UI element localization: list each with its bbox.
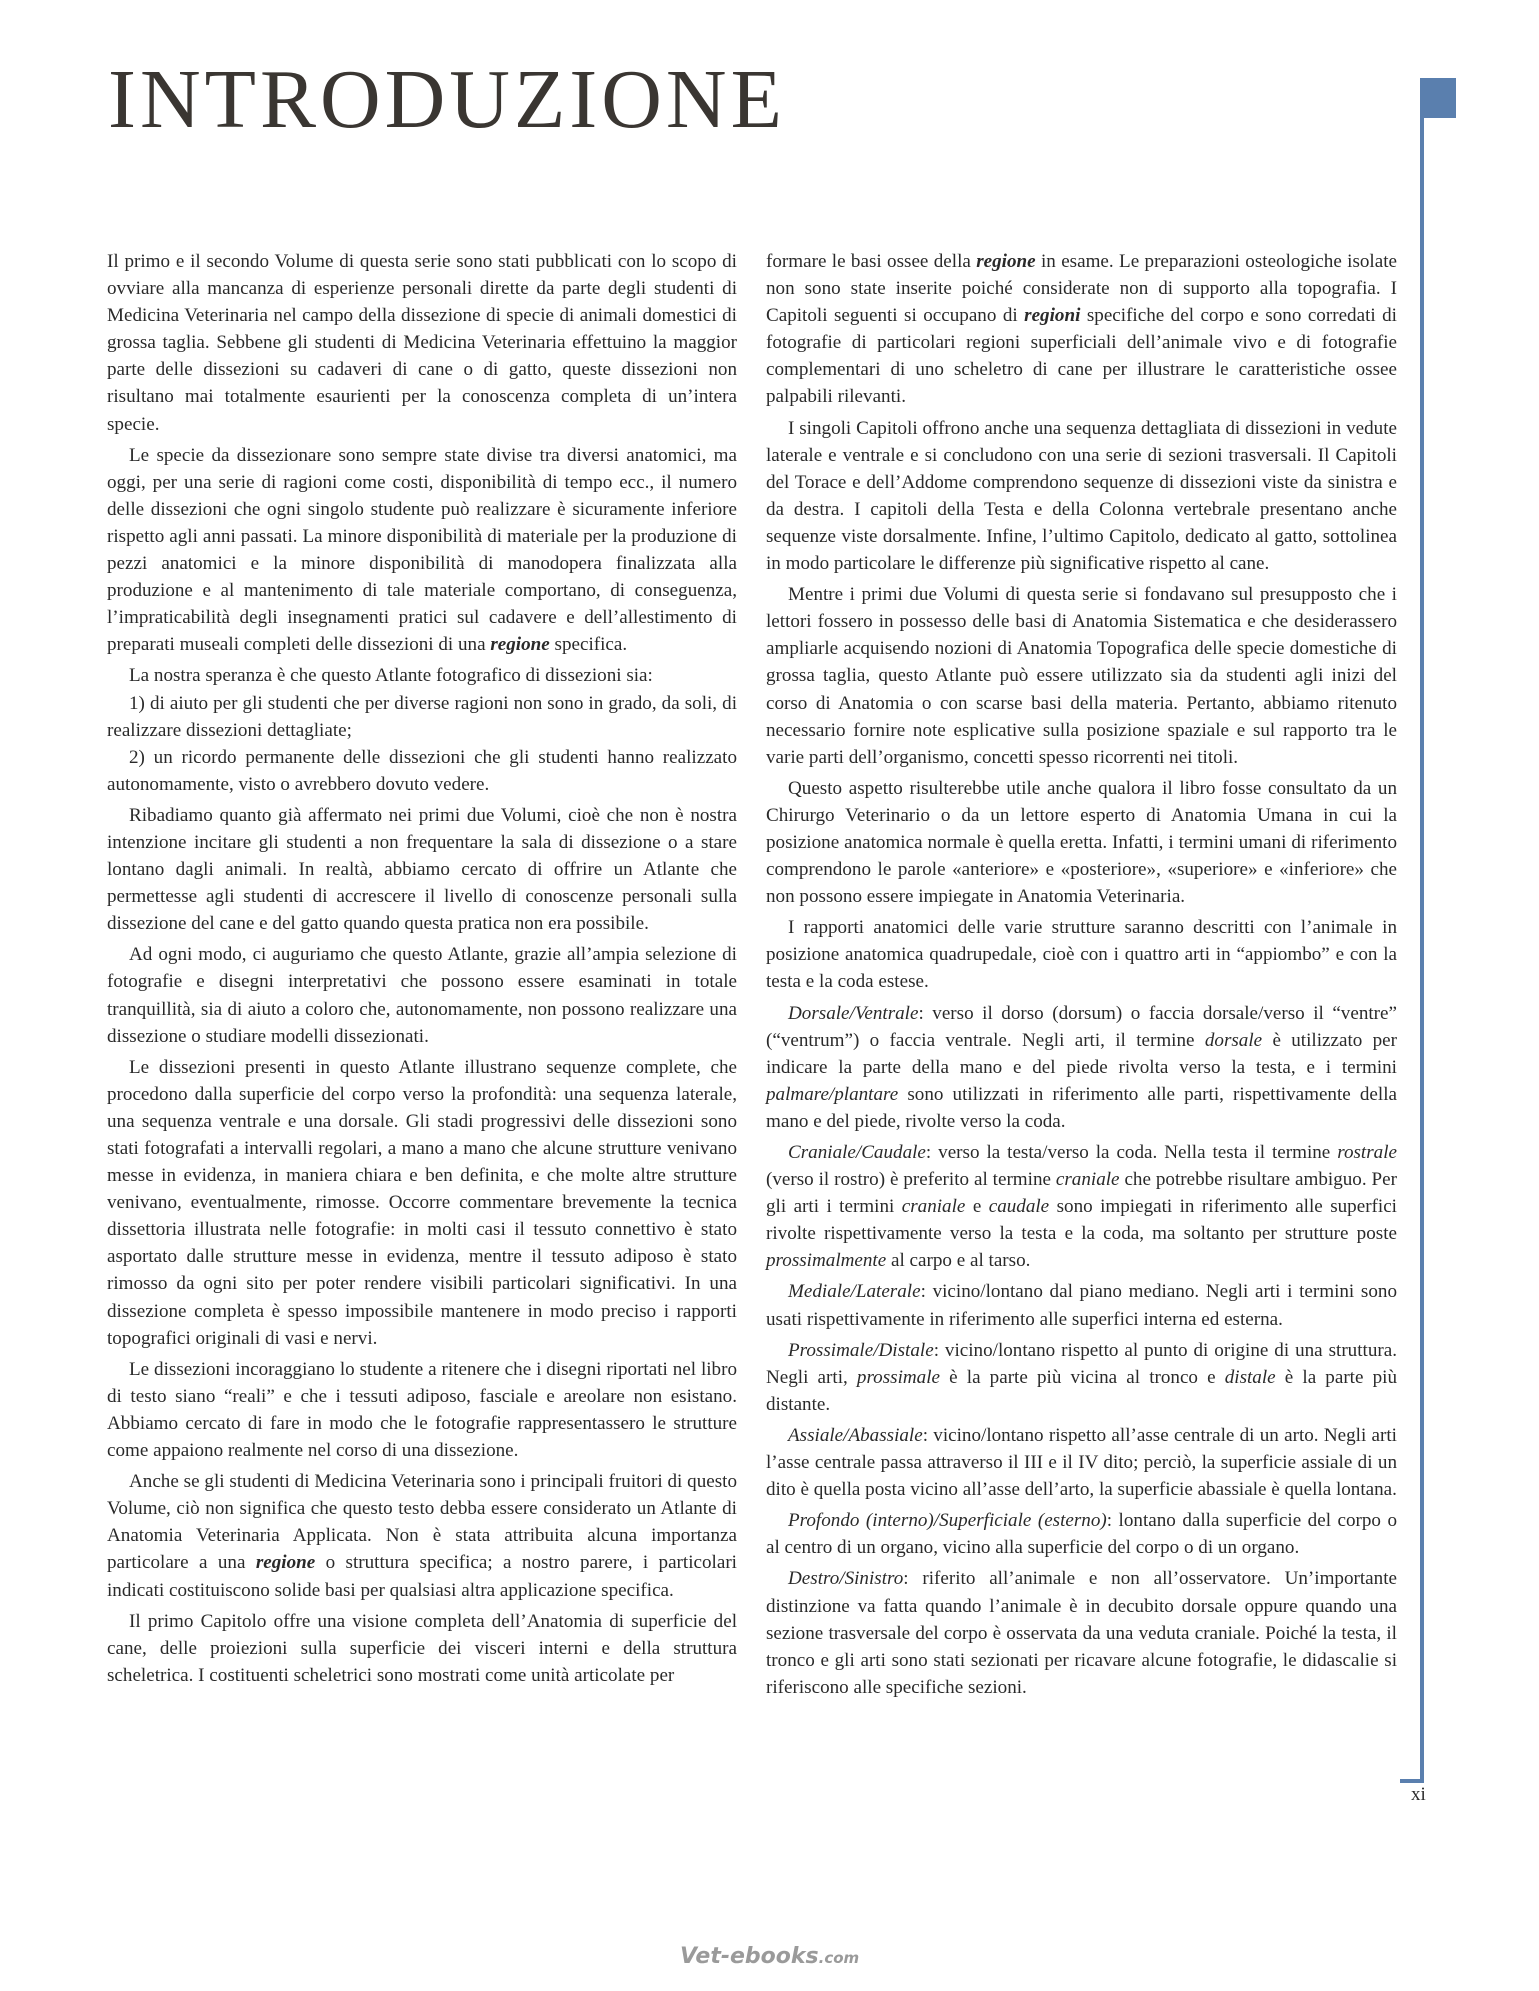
- paragraph: Ribadiamo quanto già affermato nei primi due Volumi, cioè che non è nostra intenzione incitare gli studenti a non frequentare la sala di dissezione o a stare lontano dagli animali. In realtà, abbiamo cercato di offrire un Atlante che permettesse agli studenti di accrescere il livello di conoscenze personali sulla dissezione del cane e del gatto quando questa pratica non era possibile.: [107, 804, 737, 935]
- paragraph: Il primo e il secondo Volume di questa serie sono stati pubblicati con lo scopo di ovviare alla mancanza di esperienze personali dirette da parte degli studenti di Medicina Veterinaria nel campo della dissezione di specie di animali domestici di grossa taglia. Sebbene gli studenti di Medicina Veterinaria effettuino la maggior parte delle dissezioni su cadaveri di cane o di gatto, queste dissezioni non risultano mai totalmente esaurienti per la conoscenza completa di un’intera specie.: [107, 251, 737, 435]
- paragraph: formare le basi ossee della regione in esame. Le preparazioni osteologiche isolate non sono state inserite poiché considerate non di supporto alla topografia. I Capitoli seguenti si occupano di regioni specifiche del corpo e sono corredati di fotografie di particolari regioni superficiali dell’animale vivo e di fotografie complementari di uno scheletro di cane per illustrare le caratteristiche ossee palpabili rilevanti.: [766, 251, 1397, 408]
- page-number: xi: [1411, 1784, 1426, 1805]
- paragraph: La nostra speranza è che questo Atlante fotografico di dissezioni sia:: [129, 665, 653, 687]
- watermark-main: Vet-ebooks: [680, 1944, 819, 1969]
- page-title: INTRODUZIONE: [108, 53, 786, 146]
- paragraph: Il primo Capitolo offre una visione completa dell’Anatomia di superficie del cane, delle proiezioni sulla superficie dei visceri interni e della struttura scheletrica. I costituenti scheletrici sono mostrati come unità articolate per: [107, 1610, 737, 1686]
- margin-rule: [1420, 118, 1424, 1783]
- paragraph: Destro/Sinistro: riferito all’animale e non all’osservatore. Un’importante distinzione va fatta quando l’animale è in decubito dorsale oppure quando una sezione trasversale del corpo è osservata da una veduta craniale. Poiché la testa, il tronco e gli arti sono stati sezionati per ricavare alcune fotografie, le didascalie si riferiscono alle specifiche sezioni.: [766, 1568, 1397, 1698]
- paragraph: Mediale/Laterale: vicino/lontano dal piano mediano. Negli arti i termini sono usati rispettivamente in riferimento alle superfici interna ed esterna.: [766, 1281, 1397, 1330]
- paragraph: Anche se gli studenti di Medicina Veterinaria sono i principali fruitori di questo Volume, ciò non significa che questo testo debba essere considerato un Atlante di Anatomia Veterinaria Applicata. Non è stata attribuita alcuna importanza particolare a una regione o struttura specifica; a nostro parere, i particolari indicati costituiscono solide basi per qualsiasi altra applicazione specifica.: [107, 1471, 737, 1601]
- paragraph: Profondo (interno)/Superficiale (esterno): lontano dalla superficie del corpo o al centro di un organo, vicino alla superficie del corpo o di un organo.: [766, 1510, 1397, 1559]
- right-column: [766, 248, 1397, 1701]
- watermark-logo: [680, 1946, 859, 1968]
- paragraph: Craniale/Caudale: verso la testa/verso la coda. Nella testa il termine rostrale (verso il rostro) è preferito al termine craniale che potrebbe risultare ambiguo. Per gli arti i termini craniale e caudale sono impiegati in riferimento alle superfici rivolte rispettivamente verso la testa e la coda, ma soltanto per strutture poste prossimalmente al carpo e al tarso.: [766, 1142, 1397, 1272]
- paragraph: Le dissezioni incoraggiano lo studente a ritenere che i disegni riportati nel libro di testo siano “reali” e che i tessuti adiposo, fasciale e areolare non esistano. Abbiamo cercato di fare in modo che le fotografie rappresentassero le strutture come appaiono realmente nel corso di una dissezione.: [107, 1358, 737, 1462]
- paragraph: I singoli Capitoli offrono anche una sequenza dettagliata di dissezioni in vedute laterale e ventrale e si concludono con una serie di sezioni trasversali. Il Capitoli del Torace e dell’Addome comprendono sequenze di dissezioni viste da sinistra e da destra. I capitoli della Testa e della Colonna vertebrale presentano anche sequenze viste dorsalmente. Infine, l’ultimo Capitolo, dedicato al gatto, sottolinea in modo particolare le differenze più significative rispetto al cane.: [766, 417, 1397, 575]
- paragraph: Assiale/Abassiale: vicino/lontano rispetto all’asse centrale di un arto. Negli arti l’asse centrale passa attraverso il III e il IV dito; perciò, la superficie assiale di un dito è quella posta vicino all’asse dell’arto, la superficie abassiale è quella lontana.: [766, 1424, 1397, 1501]
- paragraph: Ad ogni modo, ci auguriamo che questo Atlante, grazie all’ampia selezione di fotografie e disegni interpretativi che possono essere esaminati in totale tranquillità, sia di aiuto a coloro che, autonomamente, non possono realizzare una dissezione o studiare modelli dissezionati.: [107, 944, 737, 1047]
- paragraph: Le dissezioni presenti in questo Atlante illustrano sequenze complete, che procedono dalla superficie del corpo verso la profondità: una sequenza laterale, una sequenza ventrale e una dorsale. Gli stadi progressivi delle dissezioni sono stati fotografati a intervalli regolari, a mano a mano che alcune strutture venivano messe in evidenza, in maniera chiara e ben definita, e che molte altre strutture venivano, eventualmente, rimosse. Occorre commentare brevemente la tecnica dissettoria illustrata nelle fotografie: in molti casi il tessuto connettivo è stato asportato dalle strutture messe in evidenza, mentre il tessuto adiposo è stato rimosso da ogni sito per poter rendere visibili particolari significativi. In una dissezione completa è spesso impossibile mantenere in modo preciso i rapporti topografici originali di vasi e nervi.: [107, 1056, 737, 1349]
- paragraph: Le specie da dissezionare sono sempre state divise tra diversi anatomici, ma oggi, per una serie di ragioni come costi, disponibilità di tempo ecc., il numero delle dissezioni che ogni singolo studente può realizzare è sicuramente inferiore rispetto agli anni passati. La minore disponibilità di materiale per la produzione di pezzi anatomici e la minore disponibilità di manodopera finalizzata alla produzione e al mantenimento di tale materiale comportano, di conseguenza, l’impraticabilità degli insegnamenti pratici sul cadavere e dell’allestimento di preparati museali completi delle dissezioni di una regione specifica.: [107, 444, 737, 656]
- paragraph: I rapporti anatomici delle varie strutture saranno descritti con l’animale in posizione anatomica quadrupedale, cioè con i quattro arti in “appiombo” e con la testa e la coda estese.: [766, 917, 1397, 993]
- chapter-marker: [1420, 78, 1456, 118]
- watermark-suffix: .com: [818, 1949, 860, 1967]
- paragraph: 1) di aiuto per gli studenti che per diverse ragioni non sono in grado, da soli, di realizzare dissezioni dettagliate;: [107, 692, 737, 741]
- page-number-rule: [1400, 1779, 1424, 1783]
- paragraph: Questo aspetto risulterebbe utile anche qualora il libro fosse consultato da un Chirurgo Veterinario o da un lettore esperto di Anatomia Umana in cui la posizione anatomica normale è quella eretta. Infatti, i termini umani di riferimento comprendono le parole «anteriore» e «posteriore», «superiore» e «inferiore» che non possono essere impiegate in Anatomia Veterinaria.: [766, 777, 1397, 908]
- paragraph: Mentre i primi due Volumi di questa serie si fondavano sul presupposto che i lettori fossero in possesso delle basi di Anatomia Sistematica e che desiderassero ampliarle acquisendo nozioni di Anatomia Topografica delle specie domestiche di grossa taglia, questo Atlante può essere utilizzato sia da studenti agli inizi del corso di Anatomia o con scarse basi della materia. Pertanto, abbiamo ritenuto necessario fornire note esplicative sulla posizione spaziale e sul rapporto tra le varie parti dell’organismo, concetti spesso ricorrenti nei titoli.: [766, 584, 1397, 768]
- left-column: [107, 248, 737, 1689]
- paragraph: Dorsale/Ventrale: verso il dorso (dorsum) o faccia dorsale/verso il “ventre” (“ventrum”) o faccia ventrale. Negli arti, il termine dorsale è utilizzato per indicare la parte della mano e del piede rivolta verso la testa, e i termini palmare/plantare sono utilizzati in riferimento alle parti, rispettivamente della mano e del piede, rivolte verso la coda.: [766, 1002, 1397, 1132]
- paragraph: Prossimale/Distale: vicino/lontano rispetto al punto di origine di una struttura. Negli arti, prossimale è la parte più vicina al tronco e distale è la parte più distante.: [766, 1339, 1397, 1415]
- paragraph: 2) un ricordo permanente delle dissezioni che gli studenti hanno realizzato autonomamente, visto o avrebbero dovuto vedere.: [107, 746, 737, 795]
